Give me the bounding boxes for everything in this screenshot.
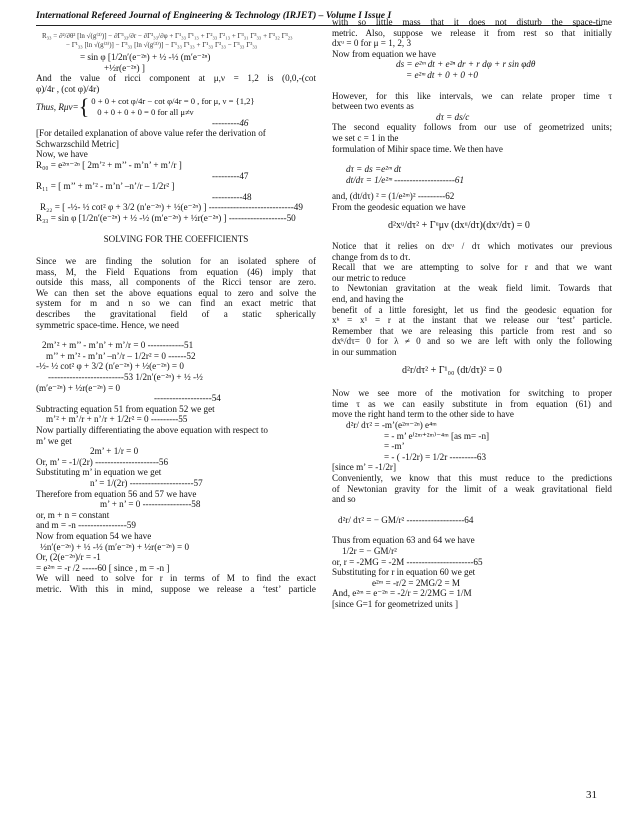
equation-line: ds = e²ᵐ dt + e²ⁿ dr + r dφ + r sin φdθ bbox=[396, 59, 536, 70]
body-text: metric. Also, suppose we release it from rest so that initially bbox=[332, 27, 612, 38]
body-text: Conveniently, we know that this must reduce to the predictions bbox=[332, 472, 612, 483]
equation-line: +½r(e⁻²ⁿ) ] bbox=[104, 62, 145, 73]
radial-geodesic-equation: d²r/dτ² + Γ¹₀₀ (dt/dτ)² = 0 bbox=[402, 365, 502, 376]
body-text: Remember that we are releasing this particle from rest and so bbox=[332, 325, 612, 336]
body-text: m’ we get bbox=[36, 435, 72, 446]
equation-line: m’’ + m’² - m’n’ –n’/r – 1/2r² = 0 ------52 bbox=[46, 350, 196, 361]
equation-line: m’² + m’/r + n’/r + 1/2r² = 0 ---------55 bbox=[46, 414, 188, 425]
body-text: describes the gravitational field of a static spherically bbox=[36, 309, 316, 320]
equation-line: And, e²ᵐ = e⁻²ⁿ = -2/r = 2/2MG = 1/M bbox=[332, 588, 472, 599]
body-text: Substituting for r in equation 60 we get bbox=[332, 567, 476, 578]
equation-line: d²r/ dτ² = − GM/r² -------------------64 bbox=[338, 514, 474, 525]
body-text: end, and having the bbox=[332, 294, 404, 305]
equation-line: n’ = 1/(2r) ---------------------57 bbox=[90, 477, 203, 488]
body-text: However, for this like intervals, we can relate proper time τ bbox=[332, 90, 612, 101]
body-text: Now from equation we have bbox=[332, 48, 436, 59]
left-column bbox=[36, 32, 316, 595]
equation-line: R₃₃ = sin φ [1/2n′(e⁻²ⁿ) + ½ -½ (m′e⁻²ⁿ) + ½r(e⁻²ⁿ) ] -------------------50 bbox=[36, 212, 296, 223]
equation-line: = - ( -1/2r) = 1/2r ---------63 bbox=[384, 451, 487, 462]
equation-line: dxᵘ = 0 for μ = 1, 2, 3 bbox=[332, 38, 412, 49]
equation-line: and m = -n ----------------59 bbox=[36, 520, 136, 531]
journal-header: International Refereed Journal of Engineering & Technology (IRJET) – Volume I Issue I bbox=[36, 10, 392, 21]
body-text: to Newtonian gravitation at the weak field limit. Towards that bbox=[332, 283, 612, 294]
body-text: outside this mass, all components of the Ricci tensor are zero. bbox=[36, 277, 316, 288]
ricci-piecewise bbox=[36, 93, 316, 119]
equation-line: or, r = -2MG = -2M ----------------------65 bbox=[332, 556, 483, 567]
body-text: Since we are finding the solution for an isolated sphere of bbox=[36, 256, 316, 267]
body-text: Therefore from equation 56 and 57 we have bbox=[36, 488, 197, 499]
equation-line: R₁₁ = [ m’’ + m’² - m’n’ –n’/r – 1/2r² ] bbox=[36, 181, 175, 192]
body-text: we set c = 1 in the bbox=[332, 132, 399, 143]
equation-line: Or, m’ = -1/(2r) ---------------------56 bbox=[36, 456, 169, 467]
equation-line: 2m’² + m’’ - m’n’ + m’/r = 0 ------------51 bbox=[42, 340, 194, 351]
body-text: Now partially differentiating the above equation with respect to bbox=[36, 425, 268, 435]
equation-line: R₃₃ = ∂²/∂θ² [ln √(g⁽³⁾)] − ∂Γ³₃₃/∂r − ∂Γ³₃₃/∂φ + Γ¹₃₃ Γ¹₁₃ + Γ²₃₃ Γ²₁₃ + Γ³₃₁ Γ³₃₃ + Γ³₃₂ Γ³₂₃ bbox=[42, 32, 293, 40]
body-text: symmetric space-time. Hence, we need bbox=[36, 319, 179, 330]
equation-line: dτ = ds/c bbox=[436, 111, 470, 122]
body-text: Notice that it relies on dxᵘ / dτ which motivates our previous bbox=[332, 241, 612, 252]
body-text: And the value of ricci component at μ,ν = 1,2 is (0,0,-(cot bbox=[36, 73, 316, 84]
body-text: of Newtonian gravity for the limit of a weak gravitational field bbox=[332, 483, 612, 494]
body-text: Thus, Rμν= bbox=[36, 101, 79, 112]
equation-line: and, (dt/dτ) ² = (1/e²ᵐ)² ---------62 bbox=[332, 191, 455, 202]
body-text: Thus from equation 63 and 64 we have bbox=[332, 535, 475, 546]
equation-line: R₀₀ = e²ᵐ⁻²ⁿ [ 2m’² + m’’ - m’n’ + m’/r ] bbox=[36, 159, 182, 170]
equation-line: = sin φ [1/2n′(e⁻²ⁿ) + ½ -½ (m′e⁻²ⁿ) bbox=[80, 52, 211, 62]
body-text: dxᵏ/dτ= 0 for λ ≠ 0 and so we are left with only the following bbox=[332, 336, 612, 347]
equation-number: -------------------54 bbox=[154, 393, 221, 404]
equation-line: = -m’ bbox=[384, 441, 405, 452]
body-text: Now from equation 54 we have bbox=[36, 530, 152, 541]
equation-line: (m′e⁻²ⁿ) + ½r(e⁻²ⁿ) = 0 bbox=[36, 382, 121, 393]
body-text: We will need to solve for r in terms of M to find the exact bbox=[36, 573, 316, 584]
right-column bbox=[332, 17, 612, 610]
body-text: [since G=1 for geometrized units ] bbox=[332, 598, 459, 609]
body-text: with so little mass that it does not disturb the space-time bbox=[332, 17, 612, 27]
body-text: move the right hand term to the other side to have bbox=[332, 409, 514, 420]
body-text: [For detailed explanation of above value refer the derivation of bbox=[36, 128, 266, 139]
body-text: in our summation bbox=[332, 347, 397, 358]
equation-line: ½n′(e⁻²ⁿ) + ½ -½ (m′e⁻²ⁿ) + ½r(e⁻²ⁿ) = 0 bbox=[40, 541, 190, 552]
body-text: Now, we have bbox=[36, 149, 88, 160]
brace-symbol: { bbox=[78, 93, 90, 119]
body-text: system for m and n so we can find an exact metric that bbox=[36, 298, 316, 309]
page-number: 31 bbox=[586, 789, 597, 801]
equation-line: Or, (2(e⁻²ⁿ)/r = -1 bbox=[36, 552, 101, 563]
equation-number: ---------47 bbox=[212, 170, 249, 181]
equation-number: ---------46 bbox=[212, 117, 249, 128]
body-text: We can then set the above equations equal to zero and solve the bbox=[36, 287, 316, 298]
body-text: benefit of a little foresight, let us find the geodesic equation for bbox=[332, 304, 612, 315]
body-text: [since m’ = -1/2r] bbox=[332, 462, 397, 473]
equation-line: dτ = ds =e²ᵐ dt bbox=[346, 164, 402, 175]
body-text: Recall that we are attempting to solve for r and that we want bbox=[332, 262, 612, 273]
equation-line: = e²ᵐ = -r /2 -----60 [ since , m = -n ] bbox=[36, 562, 170, 573]
body-text: Now we see more of the motivation for switching to proper bbox=[332, 388, 612, 399]
body-text: formulation of Mihir space time. We then have bbox=[332, 143, 503, 154]
equation-line: m’ + n’ = 0 ----------------58 bbox=[100, 499, 201, 510]
body-text: our metric to reduce bbox=[332, 272, 406, 283]
equation-line: or, m + n = constant bbox=[36, 509, 110, 520]
body-text: between two events as bbox=[332, 101, 414, 112]
body-text: and so bbox=[332, 494, 356, 505]
equation-line: d²r/ dτ² = -m’(e²ᵐ⁻²ⁿ) e⁴ᵐ bbox=[346, 420, 437, 430]
body-text: mass, M, the Field Equations from equation (46) imply that bbox=[36, 266, 316, 277]
body-text: time τ as we can easily substitute in from equation (61) and bbox=[332, 398, 612, 409]
body-text: Substituting m’ in equation we get bbox=[36, 467, 162, 478]
body-text: Schwarzschild Metric] bbox=[36, 138, 119, 149]
equation-line: − Γ¹₃₃ [ln √(g⁽³⁾)] − Γ³₃₃ [ln √(g⁽³⁾)] − Γ¹₃₃ Γ¹₃₃ + Γ¹₃₃ Γ³₃₃ − Γ³₃₃ Γ³₃₃ bbox=[66, 41, 258, 49]
equation-line: 1/2r = − GM/r² bbox=[342, 545, 397, 556]
equation-line: -------------------------53 1/2n′(e⁻²ⁿ) + ½ -½ bbox=[48, 372, 203, 383]
equation-line: = - m’ e⁽²ᵐ⁺²ᵐ⁾⁻⁴ᵐ [as m= -n] bbox=[384, 430, 490, 441]
body-text: xᵏ = x¹ = r at the instant that we release our ‘test’ particle. bbox=[332, 315, 612, 326]
equation-line: R₂₂ = [ -½- ½ cot² φ + 3/2 (n′e⁻²ⁿ) + ½(e⁻²ⁿ) ] ----------------------------49 bbox=[40, 202, 303, 213]
body-text: change from ds to dτ. bbox=[332, 251, 411, 262]
body-text: φ)/4r , (cot φ)/4r) bbox=[36, 83, 100, 94]
body-text: The second equality follows from our use of geometrized units; bbox=[332, 122, 612, 133]
equation-line: 0 + 0 + 0 + 0 = 0 for all μ≠ν bbox=[97, 106, 194, 117]
body-text: metric. With this in mind, suppose we release a ‘test’ particle bbox=[36, 583, 316, 594]
body-text: From the geodesic equation we have bbox=[332, 201, 466, 212]
body-text: Subtracting equation 51 from equation 52 we get bbox=[36, 403, 215, 414]
equation-line: 2m’ + 1/r = 0 bbox=[90, 446, 139, 457]
geodesic-equation: d²xᵘ/dτ² + Γᵘμν (dxᵘ/dτ)(dxᵛ/dτ) = 0 bbox=[388, 220, 530, 231]
equation-line: = e²ᵐ dt + 0 + 0 +0 bbox=[406, 69, 478, 80]
ricci-r33-equation bbox=[36, 32, 316, 50]
equation-line: e²ᵐ = -r/2 = 2MG/2 = M bbox=[372, 577, 461, 588]
section-heading: SOLVING FOR THE COEFFICIENTS bbox=[103, 233, 249, 244]
equation-number: ----------48 bbox=[212, 191, 252, 202]
equation-line: -½- ½ cot² φ + 3/2 (n′e⁻²ⁿ) + ½(e⁻²ⁿ) = 0 bbox=[36, 361, 184, 372]
equation-line: dt/dτ = 1/e²ᵐ --------------------61 bbox=[346, 174, 465, 185]
equation-line: 0 + 0 + cot φ/4r − cot φ/4r = 0 , for μ, ν = {1,2} bbox=[91, 96, 255, 107]
